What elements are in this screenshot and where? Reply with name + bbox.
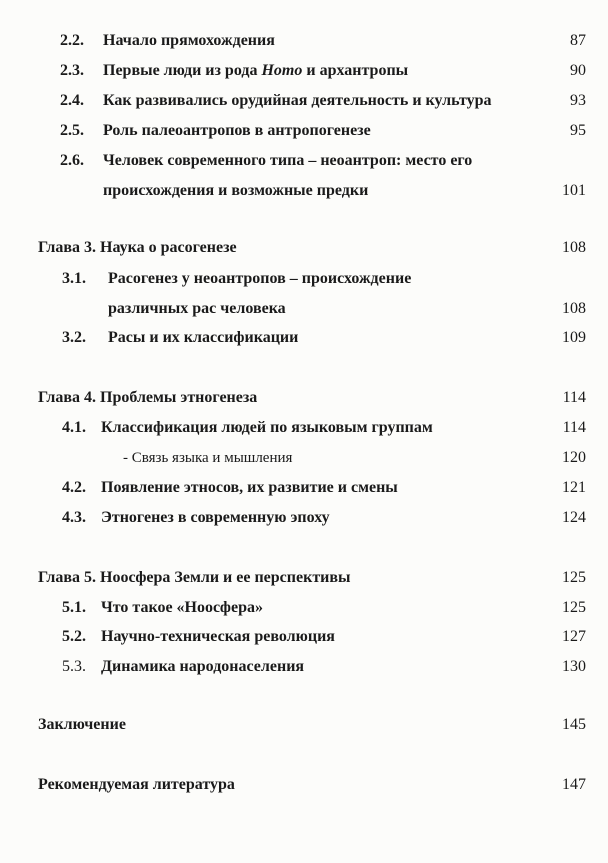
section-number: 4.2. (62, 479, 86, 496)
page-number: 108 (562, 239, 586, 256)
section-title: Этногенез в современную эпоху (101, 509, 330, 526)
page-number: 87 (570, 32, 586, 49)
section-title-line-1: Расогенез у неоантропов – происхождение (108, 270, 412, 287)
section-title: Динамика народонаселения (101, 658, 305, 675)
toc-chapter-5 (0, 566, 608, 590)
toc-entry-3-1-cont (0, 297, 608, 321)
page-number: 145 (562, 716, 586, 733)
toc-entry-5-2 (0, 625, 608, 649)
page-number: 121 (562, 479, 586, 496)
page-number: 125 (562, 599, 586, 616)
section-number: 4.1. (62, 419, 86, 436)
section-number: 4.3. (62, 509, 86, 526)
section-number: 3.2. (62, 329, 86, 346)
title-part: Первые люди из рода (103, 62, 262, 79)
subsection-title: - Связь языка и мышления (123, 450, 293, 466)
section-title: Что такое «Ноосфера» (101, 599, 263, 616)
toc-entry-2-2 (0, 29, 608, 53)
page-number: 109 (562, 329, 586, 346)
page-number: 90 (570, 62, 586, 79)
toc-entry-4-3 (0, 506, 608, 530)
section-title-line-2: различных рас человека (108, 300, 286, 317)
toc-entry-4-2 (0, 476, 608, 500)
toc-entry-4-1 (0, 416, 608, 440)
toc-subentry-4-1 (0, 446, 608, 470)
section-number: 2.4. (60, 92, 84, 109)
toc-conclusion (0, 713, 608, 737)
conclusion-title: Заключение (38, 716, 126, 733)
page-number: 108 (562, 300, 586, 317)
page-number: 130 (562, 658, 586, 675)
section-number: 2.2. (60, 32, 84, 49)
toc-chapter-3 (0, 236, 608, 260)
section-title: Расы и их классификации (108, 329, 299, 346)
page-number: 120 (562, 449, 586, 466)
toc-entry-5-1 (0, 596, 608, 620)
page-number: 124 (562, 509, 586, 526)
toc-entry-2-4 (0, 89, 608, 113)
page-number: 95 (570, 122, 586, 139)
toc-entry-3-2 (0, 326, 608, 350)
section-number: 5.3. (62, 658, 86, 675)
page-number: 114 (562, 389, 586, 406)
toc-entry-2-3 (0, 59, 608, 83)
toc-entry-5-3 (0, 655, 608, 679)
page-number: 147 (562, 776, 586, 793)
toc-entry-2-6-cont (0, 179, 608, 203)
section-title: Начало прямохождения (103, 32, 275, 49)
toc-literature (0, 773, 608, 797)
section-number: 5.2. (62, 628, 86, 645)
section-title: Классификация людей по языковым группам (101, 419, 433, 436)
chapter-title: Глава 3. Наука о расогенезе (38, 239, 237, 256)
title-part: и архантропы (302, 62, 409, 79)
section-title: Появление этносов, их развитие и смены (101, 479, 398, 496)
section-number: 2.6. (60, 152, 84, 169)
section-number: 5.1. (62, 599, 86, 616)
literature-title: Рекомендуемая литература (38, 776, 235, 793)
toc-entry-2-5 (0, 119, 608, 143)
toc-entry-2-6 (0, 149, 608, 173)
title-italic-part: Homo (261, 62, 303, 79)
toc-chapter-4 (0, 386, 608, 410)
section-title: Как развивались орудийная деятельность и культура (103, 92, 492, 109)
page-number: 127 (562, 628, 586, 645)
chapter-title: Глава 4. Проблемы этногенеза (38, 389, 258, 406)
page-number: 101 (562, 182, 586, 199)
section-title (103, 59, 408, 83)
page-number: 114 (562, 419, 586, 436)
section-title: Роль палеоантропов в антропогенезе (103, 122, 371, 139)
section-title-line-2: происхождения и возможные предки (103, 182, 369, 199)
chapter-title: Глава 5. Ноосфера Земли и ее перспективы (38, 569, 351, 586)
section-number: 3.1. (62, 270, 86, 287)
page-number: 93 (570, 92, 586, 109)
section-number: 2.5. (60, 122, 84, 139)
toc-entry-3-1 (0, 267, 608, 291)
section-title-line-1: Человек современного типа – неоантроп: место его (103, 152, 473, 169)
page-number: 125 (562, 569, 586, 586)
section-number: 2.3. (60, 62, 84, 79)
section-title: Научно-техническая революция (101, 628, 335, 645)
